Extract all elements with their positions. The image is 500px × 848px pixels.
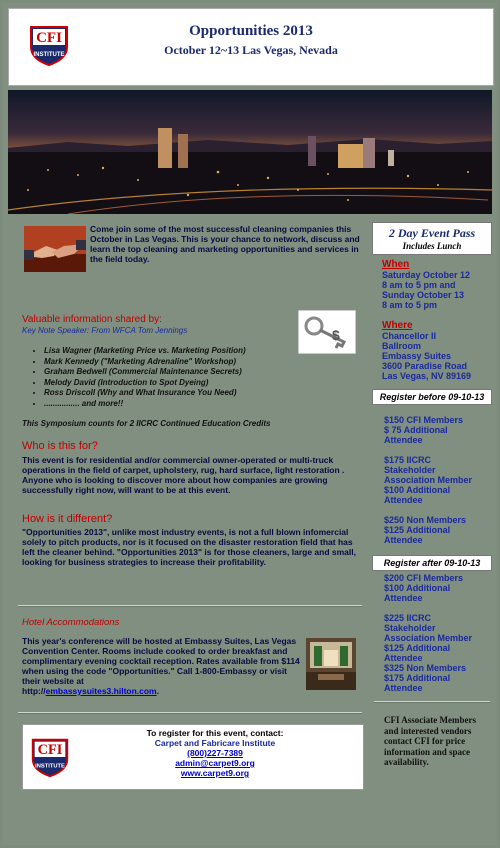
keynote-speaker: Key Note Speaker: From WFCA Tom Jennings [22,326,188,335]
contact-email-link[interactable]: admin@carpet9.org [175,758,255,768]
valuable-heading: Valuable information shared by: [22,314,162,325]
before-prices: $150 CFI Members $ 75 Additional Attendee $175 IICRC Stakeholder Association Member $100 Additional Attendee $250 Non Members $125 Additional Attendee [384,415,473,545]
svg-text:INSTITUTE: INSTITUTE [35,763,65,770]
different-text: "Opportunities 2013", unlike most industry events, is not a full blown infomercial solely to pitch products, nor is it focused on the disaster restoration field that has left the cleaner behind. "Opportunities 2013" is for those cleaners, large and small, looking for business strategies to increase their profitability. [22,527,356,567]
sidebar [372,222,492,768]
event-pass-title: 2 Day Event Pass [388,226,476,240]
logo-subtext: INSTITUTE [33,52,65,58]
event-pass-box [372,222,492,255]
contact-intro: To register for this event, contact: [146,728,284,738]
vendors-note: CFI Associate Members and interested vendors contact CFI for price information and space availability. [384,715,476,767]
key-dollar-image [298,310,356,354]
when-line: 8 am to 5 pm [382,300,438,310]
svg-text:CFI: CFI [37,742,63,759]
hotel-lobby-image [306,638,356,690]
register-after-title: Register after 09-10-13 [383,558,481,568]
register-before-box [372,389,492,405]
divider [374,701,490,703]
ceu-credits: This Symposium counts for 2 IICRC Continued Education Credits [22,419,271,428]
hotel-text: This year's conference will be hosted at Embassy Suites, Las Vegas Convention Center. Rooms include cooked to order breakfast and complimentary evening cocktail reception. Rates available from $114 when using the code "Opportunities." Call 1-800-Embassy or visit their website at http://embassysuites3.hilton.com. [22,636,300,696]
contact-phone-link[interactable]: (800)227-7389 [187,748,243,758]
speaker-item: • Melody David (Introduction to Spot Dyeing) [44,378,246,389]
embassy-suites-link[interactable]: embassysuites3.hilton.com [45,686,157,696]
speaker-item: • Graham Bedwell (Commercial Maintenance Secrets) [44,367,246,378]
where-line: Chancellor II [382,331,437,341]
speaker-item: • Ross Driscoll (Why and What Insurance You Need) [44,388,246,399]
register-before-title: Register before 09-10-13 [379,392,485,402]
divider [18,712,362,714]
event-pass-subtitle: Includes Lunch [402,241,462,251]
when-label: When [382,259,410,270]
when-line: Sunday October 13 [382,290,465,300]
speaker-list [34,346,246,409]
contact-info [80,728,350,778]
when-line: Saturday October 12 [382,270,471,280]
main-column [14,222,364,696]
page-title: Opportunities 2013 [189,23,313,39]
who-text: This event is for residential and/or commercial owner-operated or multi-truck operations in the field of carpet, upholstery, rug, hard surface, light restoration . Anyone who is looking to discover more about how companies are growing successfully right now, will want to be at this event. [22,455,345,495]
intro-text: Come join some of the most successful cleaning companies this October in Las Vegas. This is your chance to network, discuss and learn the top cleaning and marketing opportunities and services in the field today. [90,224,360,264]
where-line: Las Vegas, NV 89169 [382,371,472,381]
svg-text:$: $ [332,327,340,343]
where-line: Embassy Suites [382,351,452,361]
handshake-image [24,226,86,272]
different-heading: How is it different? [22,513,113,525]
who-heading: Who is this for? [22,440,98,452]
cfi-logo-footer [27,729,73,785]
after-prices: $200 CFI Members $100 Additional Attendee $225 IICRC Stakeholder Association Member $125 Additional Attendee $325 Non Members $175 Additional Attendee [384,573,473,693]
speaker-item: • Mark Kennedy ("Marketing Adrenaline" Workshop) [44,357,246,368]
header-banner [8,8,494,86]
las-vegas-night-image [8,90,492,214]
where-line: Ballroom [382,341,422,351]
speaker-item: • ................ and more!! [44,399,246,410]
speaker-item: • Lisa Wagner (Marketing Price vs. Marketing Position) [44,346,246,357]
contact-org: Carpet and Fabricare Institute [154,738,276,748]
page-subtitle: October 12~13 Las Vegas, Nevada [164,43,338,57]
contact-web-link[interactable]: www.carpet9.org [180,768,250,778]
intro-block [14,222,364,280]
register-after-box [372,555,492,571]
where-line: 3600 Paradise Road [382,361,468,371]
divider [18,605,362,607]
when-line: 8 am to 5 pm and [382,280,456,290]
logo-text: CFI [36,30,62,46]
where-label: Where [382,320,413,331]
hotel-heading: Hotel Accommodations [22,617,120,628]
